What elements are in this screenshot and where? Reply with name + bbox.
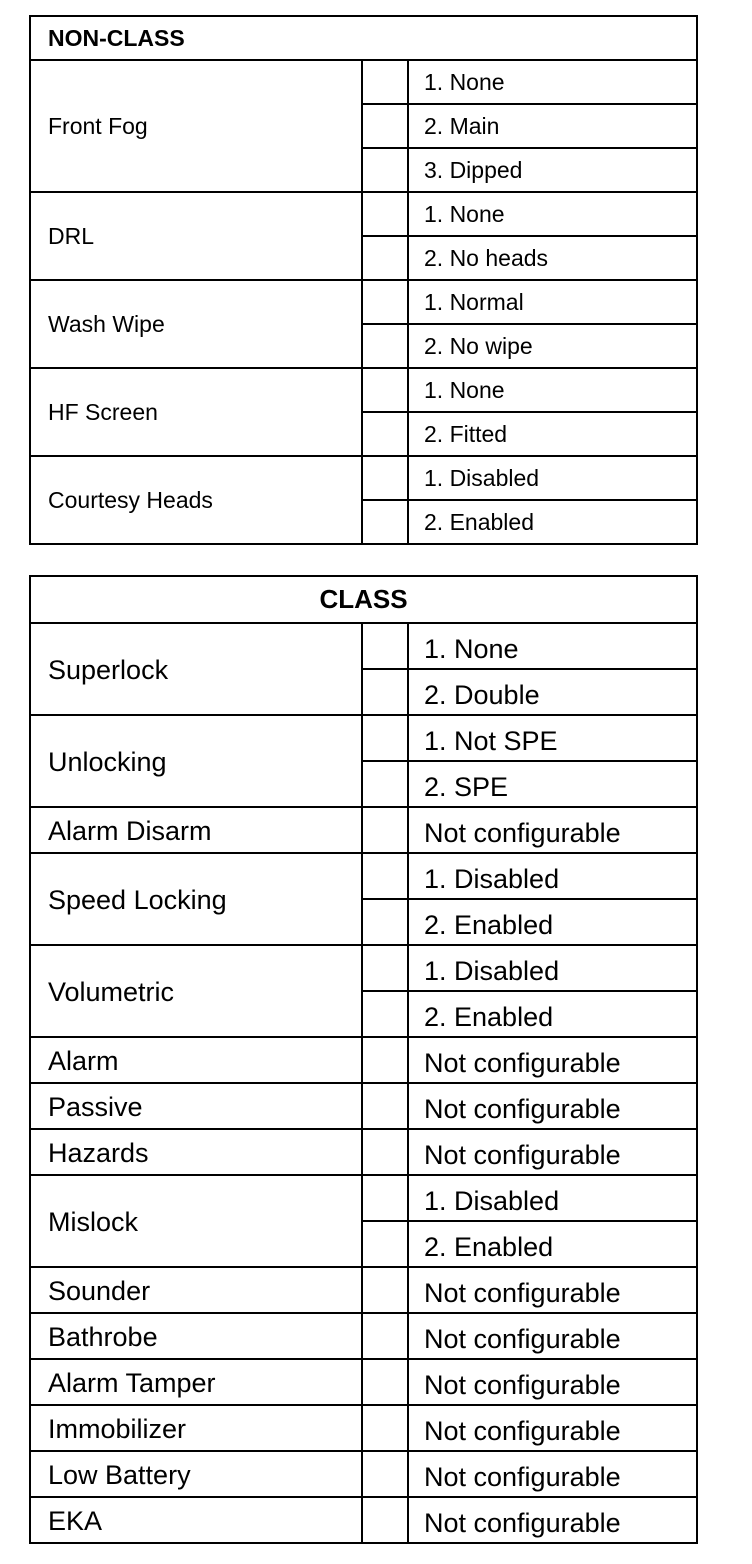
option-value: Not configurable xyxy=(424,1461,621,1492)
setting-options xyxy=(363,1176,696,1266)
setting-options xyxy=(363,281,696,367)
option-row xyxy=(363,61,696,103)
setting-row xyxy=(31,279,696,367)
setting-options xyxy=(363,1360,696,1404)
option-value: Not configurable xyxy=(424,817,621,848)
setting-label: Superlock xyxy=(31,624,363,714)
option-value: 2. Enabled xyxy=(424,1231,554,1262)
option-row xyxy=(363,1220,696,1266)
setting-row xyxy=(31,1450,696,1496)
option-value: 1. Not SPE xyxy=(424,725,558,756)
option-value: 2. No heads xyxy=(424,244,549,271)
option-value: 1. Disabled xyxy=(424,1185,560,1216)
setting-label: Bathrobe xyxy=(31,1314,363,1358)
option-value: Not configurable xyxy=(424,1093,621,1124)
selection-box[interactable] xyxy=(363,808,409,852)
option-row xyxy=(363,369,696,411)
selection-box[interactable] xyxy=(363,1084,409,1128)
setting-label: Hazards xyxy=(31,1130,363,1174)
setting-options xyxy=(363,1314,696,1358)
option-row xyxy=(363,1268,696,1312)
setting-options xyxy=(363,61,696,191)
selection-box[interactable] xyxy=(363,624,409,668)
selection-box[interactable] xyxy=(363,501,409,543)
setting-label: Alarm Disarm xyxy=(31,808,363,852)
selection-box[interactable] xyxy=(363,1360,409,1404)
option-row xyxy=(363,103,696,147)
setting-options xyxy=(363,1452,696,1496)
option-row xyxy=(363,235,696,279)
selection-box[interactable] xyxy=(363,854,409,898)
option-value: 1. Disabled xyxy=(424,955,560,986)
setting-label: Passive xyxy=(31,1084,363,1128)
option-row xyxy=(363,1498,696,1542)
option-row xyxy=(363,281,696,323)
setting-options xyxy=(363,1498,696,1542)
option-row xyxy=(363,898,696,944)
setting-row xyxy=(31,1496,696,1542)
setting-label: Unlocking xyxy=(31,716,363,806)
setting-row xyxy=(31,1036,696,1082)
selection-box[interactable] xyxy=(363,369,409,411)
non-class-rows xyxy=(31,61,696,543)
setting-row xyxy=(31,61,696,191)
option-row xyxy=(363,668,696,714)
selection-box[interactable] xyxy=(363,1452,409,1496)
class-rows xyxy=(31,624,696,1542)
selection-box[interactable] xyxy=(363,149,409,191)
setting-label: Front Fog xyxy=(31,61,363,191)
option-row xyxy=(363,411,696,455)
setting-label: Low Battery xyxy=(31,1452,363,1496)
non-class-title: NON-CLASS xyxy=(31,17,696,61)
option-value: 1. Disabled xyxy=(424,464,540,491)
option-value: Not configurable xyxy=(424,1507,621,1538)
option-row xyxy=(363,716,696,760)
option-value: 1. Disabled xyxy=(424,863,560,894)
setting-row xyxy=(31,1082,696,1128)
option-value: Not configurable xyxy=(424,1415,621,1446)
selection-box[interactable] xyxy=(363,413,409,455)
setting-label: Wash Wipe xyxy=(31,281,363,367)
setting-label: Alarm xyxy=(31,1038,363,1082)
option-row xyxy=(363,1406,696,1450)
setting-options xyxy=(363,1268,696,1312)
option-value: Not configurable xyxy=(424,1277,621,1308)
option-value: 2. No wipe xyxy=(424,332,533,359)
option-row xyxy=(363,808,696,852)
setting-row xyxy=(31,944,696,1036)
setting-options xyxy=(363,854,696,944)
setting-row xyxy=(31,1128,696,1174)
selection-box[interactable] xyxy=(363,1130,409,1174)
option-row xyxy=(363,1084,696,1128)
selection-box[interactable] xyxy=(363,1038,409,1082)
selection-box[interactable] xyxy=(363,193,409,235)
selection-box[interactable] xyxy=(363,1406,409,1450)
setting-options xyxy=(363,457,696,543)
selection-box[interactable] xyxy=(363,946,409,990)
option-row xyxy=(363,1038,696,1082)
option-value: Not configurable xyxy=(424,1369,621,1400)
setting-label: EKA xyxy=(31,1498,363,1542)
option-row xyxy=(363,499,696,543)
selection-box[interactable] xyxy=(363,1176,409,1220)
selection-box[interactable] xyxy=(363,1498,409,1542)
option-value: Not configurable xyxy=(424,1323,621,1354)
setting-options xyxy=(363,369,696,455)
selection-box[interactable] xyxy=(363,1268,409,1312)
setting-label: Alarm Tamper xyxy=(31,1360,363,1404)
selection-box[interactable] xyxy=(363,900,409,944)
setting-label: Immobilizer xyxy=(31,1406,363,1450)
option-value: 2. Main xyxy=(424,112,500,139)
option-row xyxy=(363,457,696,499)
setting-options xyxy=(363,808,696,852)
setting-row xyxy=(31,1174,696,1266)
option-row xyxy=(363,1176,696,1220)
selection-box[interactable] xyxy=(363,992,409,1036)
non-class-table xyxy=(29,15,698,545)
setting-row xyxy=(31,806,696,852)
setting-options xyxy=(363,1038,696,1082)
setting-label: Speed Locking xyxy=(31,854,363,944)
option-value: 2. SPE xyxy=(424,771,509,802)
selection-box[interactable] xyxy=(363,281,409,323)
setting-label: Mislock xyxy=(31,1176,363,1266)
option-value: 2. Enabled xyxy=(424,508,534,535)
selection-box[interactable] xyxy=(363,670,409,714)
setting-row xyxy=(31,455,696,543)
option-row xyxy=(363,624,696,668)
setting-row xyxy=(31,1404,696,1450)
selection-box[interactable] xyxy=(363,1222,409,1266)
option-value: Not configurable xyxy=(424,1047,621,1078)
setting-options xyxy=(363,1130,696,1174)
setting-label: Sounder xyxy=(31,1268,363,1312)
option-row xyxy=(363,1314,696,1358)
option-row xyxy=(363,990,696,1036)
option-value: 2. Enabled xyxy=(424,909,554,940)
selection-box[interactable] xyxy=(363,457,409,499)
class-table xyxy=(29,575,698,1544)
class-title: CLASS xyxy=(31,577,696,624)
option-row xyxy=(363,323,696,367)
setting-row xyxy=(31,1266,696,1312)
selection-box[interactable] xyxy=(363,325,409,367)
option-value: 2. Enabled xyxy=(424,1001,554,1032)
setting-row xyxy=(31,367,696,455)
setting-row xyxy=(31,852,696,944)
setting-label: DRL xyxy=(31,193,363,279)
selection-box[interactable] xyxy=(363,762,409,806)
option-value: 2. Double xyxy=(424,679,540,710)
option-row xyxy=(363,1130,696,1174)
selection-box[interactable] xyxy=(363,237,409,279)
setting-row xyxy=(31,1312,696,1358)
selection-box[interactable] xyxy=(363,1314,409,1358)
option-row xyxy=(363,854,696,898)
option-value: 1. None xyxy=(424,68,505,95)
selection-box[interactable] xyxy=(363,105,409,147)
setting-row xyxy=(31,714,696,806)
selection-box[interactable] xyxy=(363,61,409,103)
option-value: 1. None xyxy=(424,200,505,227)
option-row xyxy=(363,946,696,990)
setting-options xyxy=(363,716,696,806)
option-row xyxy=(363,1452,696,1496)
setting-row xyxy=(31,1358,696,1404)
setting-options xyxy=(363,1406,696,1450)
setting-row xyxy=(31,624,696,714)
setting-label: Volumetric xyxy=(31,946,363,1036)
setting-label: Courtesy Heads xyxy=(31,457,363,543)
option-value: 1. Normal xyxy=(424,288,524,315)
option-row xyxy=(363,193,696,235)
setting-options xyxy=(363,193,696,279)
option-value: Not configurable xyxy=(424,1139,621,1170)
option-value: 3. Dipped xyxy=(424,156,523,183)
option-row xyxy=(363,760,696,806)
setting-options xyxy=(363,624,696,714)
selection-box[interactable] xyxy=(363,716,409,760)
option-value: 2. Fitted xyxy=(424,420,508,447)
option-row xyxy=(363,147,696,191)
setting-row xyxy=(31,191,696,279)
option-row xyxy=(363,1360,696,1404)
setting-label: HF Screen xyxy=(31,369,363,455)
setting-options xyxy=(363,946,696,1036)
setting-options xyxy=(363,1084,696,1128)
option-value: 1. None xyxy=(424,633,519,664)
option-value: 1. None xyxy=(424,376,505,403)
